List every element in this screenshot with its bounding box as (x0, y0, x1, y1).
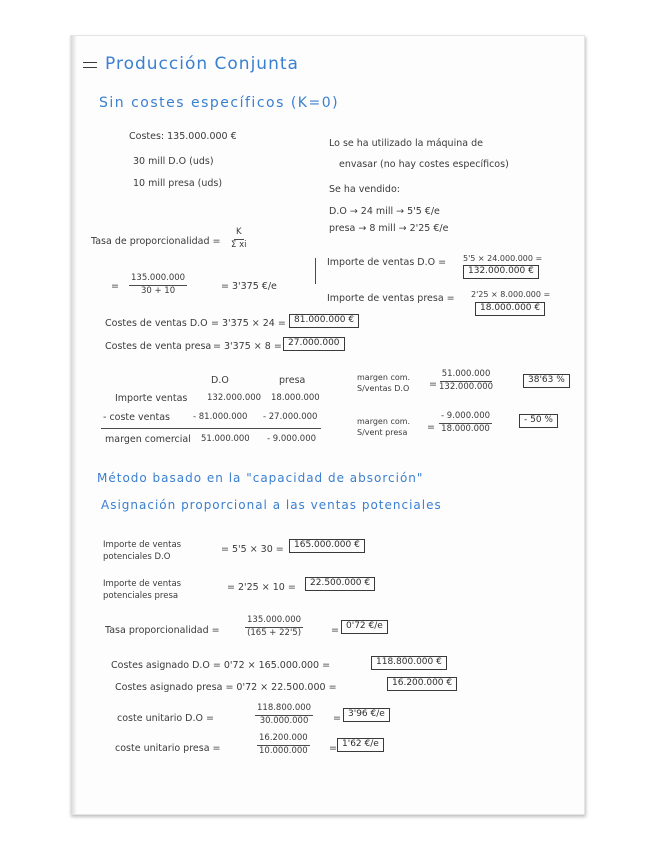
margen-presa-result: - 50 % (519, 414, 558, 428)
costes-total: Costes: 135.000.000 € (129, 131, 237, 142)
table-row-1-do: 132.000.000 (207, 393, 262, 403)
margen-do-equals: = (429, 379, 437, 390)
page-title: Producción Conjunta (105, 54, 299, 74)
imp-pot-do-result: 165.000.000 € (289, 539, 365, 553)
unit-do-numerator: 118.800.000 (255, 704, 313, 716)
unit-presa-numerator: 16.200.000 (257, 734, 310, 746)
imp-pot-do-label: Importe de ventas potenciales D.O (103, 540, 182, 562)
unit-do-fraction (255, 704, 313, 727)
unit-presa-result: 1'62 €/e (337, 738, 384, 752)
importe-presa-result: 18.000.000 € (475, 302, 545, 316)
unit-presa-label: coste unitario presa = (115, 743, 221, 754)
importe-do-label: Importe de ventas D.O = (327, 257, 447, 268)
imp-pot-presa-calc: = 2'25 × 10 = (227, 582, 296, 593)
margen-do-denominator: 132.000.000 (439, 381, 494, 392)
unit-do-label: coste unitario D.O = (117, 713, 214, 724)
margen-presa-label: margen com. S/vent presa (357, 417, 411, 438)
margen-presa-equals: = (427, 422, 435, 433)
unit-do-result: 3'96 €/e (343, 708, 390, 722)
tasa-denominator: Σ xi (231, 239, 247, 250)
coste-do-label: Costes de ventas D.O (105, 318, 208, 329)
imp-pot-presa-label: Importe de ventas potenciales presa (103, 579, 182, 601)
coste-presa-label: Costes de venta presa (105, 341, 212, 352)
table-row-3-label: margen comercial (105, 434, 191, 445)
margen-presa-numerator: - 9.000.000 (439, 412, 492, 424)
unit-presa-fraction (257, 734, 310, 757)
asig-presa-result: 16.200.000 € (387, 677, 457, 691)
importe-presa-calc: 2'25 × 8.000.000 = (471, 290, 551, 299)
table-row-2-label: - coste ventas (103, 412, 171, 423)
coste-do-result: 81.000.000 € (289, 314, 359, 328)
margen-presa-fraction (439, 412, 492, 435)
margen-presa-denominator: 18.000.000 (441, 423, 490, 434)
importe-presa-label: Importe de ventas presa = (327, 293, 455, 304)
presa-units: 10 mill presa (uds) (133, 178, 223, 189)
unit-do-denominator: 30.000.000 (259, 715, 309, 726)
vendido-presa: presa → 8 mill → 2'25 €/e (329, 223, 449, 234)
tasa2-label: Tasa proporcionalidad = (105, 625, 220, 636)
tasa-numerator: K (234, 228, 244, 240)
do-units: 30 mill D.O (uds) (133, 156, 214, 167)
margen-do-label: margen com. S/ventas D.O (357, 373, 411, 394)
note-line-2: envasar (no hay costes específicos) (339, 159, 509, 170)
unit-presa-equals: = (329, 743, 337, 754)
note-line-1: Lo se ha utilizado la máquina de (329, 138, 483, 149)
table-row-3-presa: - 9.000.000 (267, 434, 317, 444)
column-divider (315, 258, 316, 284)
tasa2-equals: = (331, 625, 339, 636)
importe-do-result: 132.000.000 € (463, 265, 539, 279)
tasa2-denominator: (165 + 22'5) (247, 627, 302, 638)
coste-do-calc: = 3'375 × 24 = (211, 318, 286, 329)
table-sum-line (101, 428, 321, 429)
tasa-value-numerator: 135.000.000 (129, 274, 187, 286)
tasa2-result: 0'72 €/e (341, 620, 388, 634)
table-header-do: D.O (211, 375, 229, 386)
importe-do-calc: 5'5 × 24.000.000 = (463, 254, 543, 263)
asig-presa: Costes asignado presa = 0'72 × 22.500.000 = (115, 682, 337, 693)
tasa-result: = 3'375 €/e (221, 281, 277, 292)
margen-do-fraction (439, 370, 493, 393)
table-row-1-presa: 18.000.000 (271, 393, 320, 403)
imp-pot-do-calc: = 5'5 × 30 = (221, 544, 284, 555)
tasa2-fraction (245, 616, 303, 639)
title-dash (83, 62, 97, 63)
title-dash-2 (83, 67, 97, 68)
table-row-1-label: Importe ventas (115, 393, 188, 404)
tasa-label: Tasa de proporcionalidad = (91, 236, 221, 247)
notebook-page (70, 35, 585, 815)
table-header-presa: presa (279, 375, 306, 386)
unit-do-equals: = (333, 713, 341, 724)
table-row-2-presa: - 27.000.000 (263, 412, 318, 422)
vendido-do: D.O → 24 mill → 5'5 €/e (329, 206, 440, 217)
section2-heading-1: Método basado en la "capacidad de absorción" (97, 471, 424, 485)
tasa-value-fraction (129, 274, 187, 297)
margen-do-result: 38'63 % (523, 374, 570, 388)
equals-sign: = (111, 281, 119, 292)
table-row-3-do: 51.000.000 (201, 434, 250, 444)
tasa-fraction (231, 228, 246, 251)
coste-presa-result: 27.000.000 (283, 337, 345, 351)
table-row-2-do: - 81.000.000 (193, 412, 248, 422)
imp-pot-presa-result: 22.500.000 € (305, 577, 375, 591)
margen-do-numerator: 51.000.000 (440, 370, 493, 382)
asig-do: Costes asignado D.O = 0'72 × 165.000.000 = (111, 660, 331, 671)
unit-presa-denominator: 10.000.000 (259, 745, 308, 756)
tasa-value-denominator: 30 + 10 (140, 285, 176, 296)
asig-do-result: 118.800.000 € (371, 656, 447, 670)
section2-heading-2: Asignación proporcional a las ventas potenciales (101, 498, 442, 512)
coste-presa-calc: = 3'375 × 8 = (213, 341, 282, 352)
section1-heading: Sin costes específicos (K=0) (99, 95, 340, 111)
scan-shadow (71, 36, 77, 814)
vendido-label: Se ha vendido: (329, 184, 400, 195)
tasa2-numerator: 135.000.000 (245, 616, 303, 628)
